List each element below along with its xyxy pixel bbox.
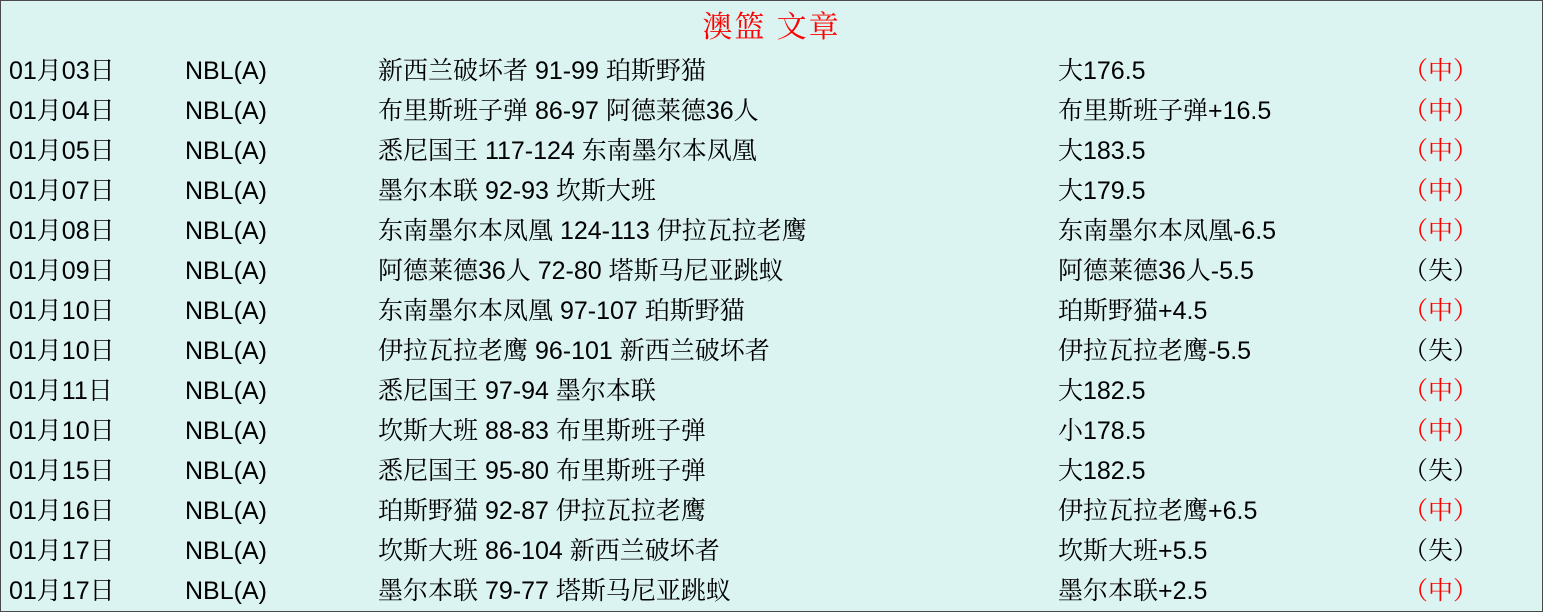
cell-result: （失） (1403, 337, 1479, 365)
cell-league: NBL(A) (185, 417, 267, 445)
cell-date: 01月15日 (9, 457, 115, 485)
cell-pick: 墨尔本联+2.5 (1058, 577, 1208, 605)
cell-date: 01月03日 (9, 57, 115, 85)
cell-pick: 阿德莱德36人-5.5 (1058, 257, 1254, 285)
cell-pick: 大182.5 (1058, 377, 1146, 405)
cell-match: 新西兰破坏者 91-99 珀斯野猫 (378, 57, 706, 85)
table-row (9, 131, 1542, 171)
table-row (9, 251, 1542, 291)
cell-match: 坎斯大班 88-83 布里斯班子弹 (378, 417, 706, 445)
cell-match: 伊拉瓦拉老鹰 96-101 新西兰破坏者 (378, 337, 770, 365)
cell-league: NBL(A) (185, 137, 267, 165)
table-row (9, 51, 1542, 91)
cell-result: （中） (1403, 97, 1479, 125)
cell-match: 墨尔本联 92-93 坎斯大班 (378, 177, 656, 205)
cell-league: NBL(A) (185, 217, 267, 245)
cell-date: 01月11日 (9, 377, 113, 405)
cell-league: NBL(A) (185, 97, 267, 125)
cell-result: （中） (1403, 377, 1479, 405)
cell-result: （失） (1403, 537, 1479, 565)
cell-match: 悉尼国王 97-94 墨尔本联 (378, 377, 656, 405)
table-row (9, 571, 1542, 611)
cell-result: （中） (1403, 57, 1479, 85)
cell-league: NBL(A) (185, 57, 267, 85)
cell-date: 01月16日 (9, 497, 115, 525)
cell-match: 悉尼国王 117-124 东南墨尔本凤凰 (378, 137, 757, 165)
cell-result: （中） (1403, 297, 1479, 325)
cell-date: 01月05日 (9, 137, 115, 165)
table-row (9, 491, 1542, 531)
cell-match: 阿德莱德36人 72-80 塔斯马尼亚跳蚁 (378, 257, 784, 285)
cell-pick: 大183.5 (1058, 137, 1146, 165)
table-row (9, 291, 1542, 331)
table-row (9, 171, 1542, 211)
cell-pick: 大176.5 (1058, 57, 1146, 85)
cell-result: （中） (1403, 177, 1479, 205)
cell-date: 01月10日 (9, 337, 115, 365)
cell-date: 01月08日 (9, 217, 115, 245)
cell-pick: 大179.5 (1058, 177, 1146, 205)
cell-date: 01月04日 (9, 97, 115, 125)
cell-match: 墨尔本联 79-77 塔斯马尼亚跳蚁 (378, 577, 731, 605)
page-title: 澳篮 文章 (702, 11, 841, 44)
cell-pick: 伊拉瓦拉老鹰+6.5 (1058, 497, 1258, 525)
cell-pick: 伊拉瓦拉老鹰-5.5 (1058, 337, 1252, 365)
cell-result: （失） (1403, 457, 1479, 485)
cell-match: 东南墨尔本凤凰 97-107 珀斯野猫 (378, 297, 745, 325)
table-row (9, 91, 1542, 131)
cell-league: NBL(A) (185, 297, 267, 325)
cell-pick: 布里斯班子弹+16.5 (1058, 97, 1272, 125)
table-row (9, 451, 1542, 491)
results-table (1, 51, 1542, 611)
cell-date: 01月07日 (9, 177, 115, 205)
cell-result: （中） (1403, 137, 1479, 165)
cell-match: 悉尼国王 95-80 布里斯班子弹 (378, 457, 706, 485)
cell-result: （中） (1403, 417, 1479, 445)
table-row (9, 531, 1542, 571)
table-row (9, 371, 1542, 411)
cell-league: NBL(A) (185, 337, 267, 365)
cell-date: 01月10日 (9, 297, 115, 325)
cell-match: 珀斯野猫 92-87 伊拉瓦拉老鹰 (378, 497, 706, 525)
table-row (9, 411, 1542, 451)
cell-match: 布里斯班子弹 86-97 阿德莱德36人 (378, 97, 759, 125)
cell-pick: 东南墨尔本凤凰-6.5 (1058, 217, 1277, 245)
cell-pick: 珀斯野猫+4.5 (1058, 297, 1208, 325)
table-row (9, 211, 1542, 251)
cell-league: NBL(A) (185, 377, 267, 405)
cell-date: 01月09日 (9, 257, 115, 285)
cell-date: 01月17日 (9, 577, 115, 605)
cell-date: 01月17日 (9, 537, 115, 565)
cell-result: （失） (1403, 257, 1479, 285)
table-row (9, 331, 1542, 371)
cell-result: （中） (1403, 577, 1479, 605)
cell-league: NBL(A) (185, 497, 267, 525)
cell-date: 01月10日 (9, 417, 115, 445)
cell-pick: 小178.5 (1058, 417, 1146, 445)
cell-result: （中） (1403, 497, 1479, 525)
cell-league: NBL(A) (185, 177, 267, 205)
cell-league: NBL(A) (185, 457, 267, 485)
cell-match: 东南墨尔本凤凰 124-113 伊拉瓦拉老鹰 (378, 217, 807, 245)
cell-pick: 大182.5 (1058, 457, 1146, 485)
cell-match: 坎斯大班 86-104 新西兰破坏者 (378, 537, 720, 565)
cell-league: NBL(A) (185, 257, 267, 285)
cell-league: NBL(A) (185, 577, 267, 605)
cell-pick: 坎斯大班+5.5 (1058, 537, 1208, 565)
cell-result: （中） (1403, 217, 1479, 245)
cell-league: NBL(A) (185, 537, 267, 565)
